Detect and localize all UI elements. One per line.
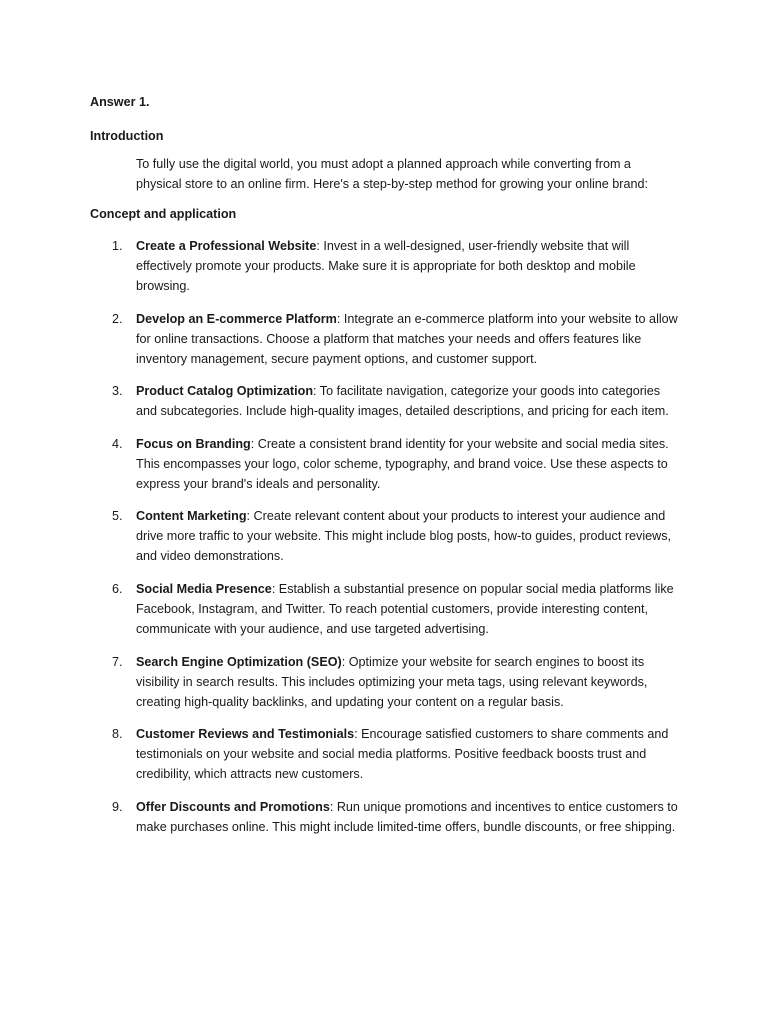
item-term: Create a Professional Website	[136, 239, 317, 253]
item-text: : Create a consistent brand identity for your website and social media sites. This encompasses your logo, color scheme, typography, and brand voice. Use these aspects to express your brand's ideals and personality.	[136, 436, 669, 491]
item-term: Focus on Branding	[136, 436, 251, 451]
item-text: : Run unique promotions and incentives to entice customers to make purchases online. This might include limited-time offers, bundle discounts, or free shipping.	[136, 799, 678, 834]
list-item	[90, 381, 678, 421]
list-item	[90, 724, 678, 784]
item-number: 5.	[112, 509, 123, 524]
concept-heading: Concept and application	[90, 207, 237, 221]
item-number: 1.	[112, 239, 123, 253]
item-term: Customer Reviews and Testimonials	[136, 727, 355, 742]
steps-list	[90, 236, 678, 837]
list-item	[90, 434, 678, 494]
item-term: Content Marketing	[136, 509, 247, 524]
list-item	[90, 309, 678, 369]
item-term: Search Engine Optimization (SEO)	[136, 654, 342, 669]
introduction-paragraph: To fully use the digital world, you must adopt a planned approach while converting from a physical store to an online firm. Here's a step-by-step method for growing your online brand:	[136, 157, 649, 191]
list-item	[90, 236, 678, 296]
list-item	[90, 579, 678, 639]
item-text: : Invest in a well-designed, user-friendly website that will effectively promote your products. Make sure it is appropriate for both desktop and mobile browsing.	[136, 239, 636, 293]
item-text: : Integrate an e-commerce platform into your website to allow for online transactions. Choose a platform that matches your needs and offers features like inventory management, secure payment options, and customer support.	[136, 311, 678, 366]
item-number: 4.	[112, 436, 123, 451]
item-number: 2.	[112, 311, 123, 326]
item-text: : Create relevant content about your products to interest your audience and drive more traffic to your website. This might include blog posts, how-to guides, product reviews, and video demonstrations.	[136, 509, 672, 564]
item-term: Develop an E-commerce Platform	[136, 311, 337, 326]
item-number: 3.	[112, 384, 123, 399]
item-number: 7.	[112, 654, 123, 669]
item-number: 8.	[112, 727, 123, 742]
item-text: : To facilitate navigation, categorize your goods into categories and subcategories. Include high-quality images, detailed descriptions, and pricing for each item.	[136, 384, 669, 419]
item-number: 9.	[112, 799, 123, 814]
item-term: Offer Discounts and Promotions	[136, 799, 330, 814]
introduction-heading: Introduction	[90, 129, 164, 143]
list-item	[90, 797, 678, 837]
item-text: : Optimize your website for search engines to boost its visibility in search results. This includes optimizing your meta tags, using relevant keywords, creating high-quality backlinks, and updating your content on a regular basis.	[136, 654, 648, 709]
item-term: Social Media Presence	[136, 581, 272, 596]
answer-title: Answer 1.	[90, 95, 150, 109]
item-text: : Encourage satisfied customers to share comments and testimonials on your website and social media platforms. Positive feedback boosts trust and credibility, which attracts new customers.	[136, 727, 669, 782]
item-number: 6.	[112, 581, 123, 596]
item-term: Product Catalog Optimization	[136, 384, 314, 399]
list-item	[90, 506, 678, 566]
list-item	[90, 652, 678, 712]
item-text: : Establish a substantial presence on popular social media platforms like Facebook, Instagram, and Twitter. To reach potential customers, provide interesting content, communicate with your audience, and use targeted advertising.	[136, 581, 674, 636]
